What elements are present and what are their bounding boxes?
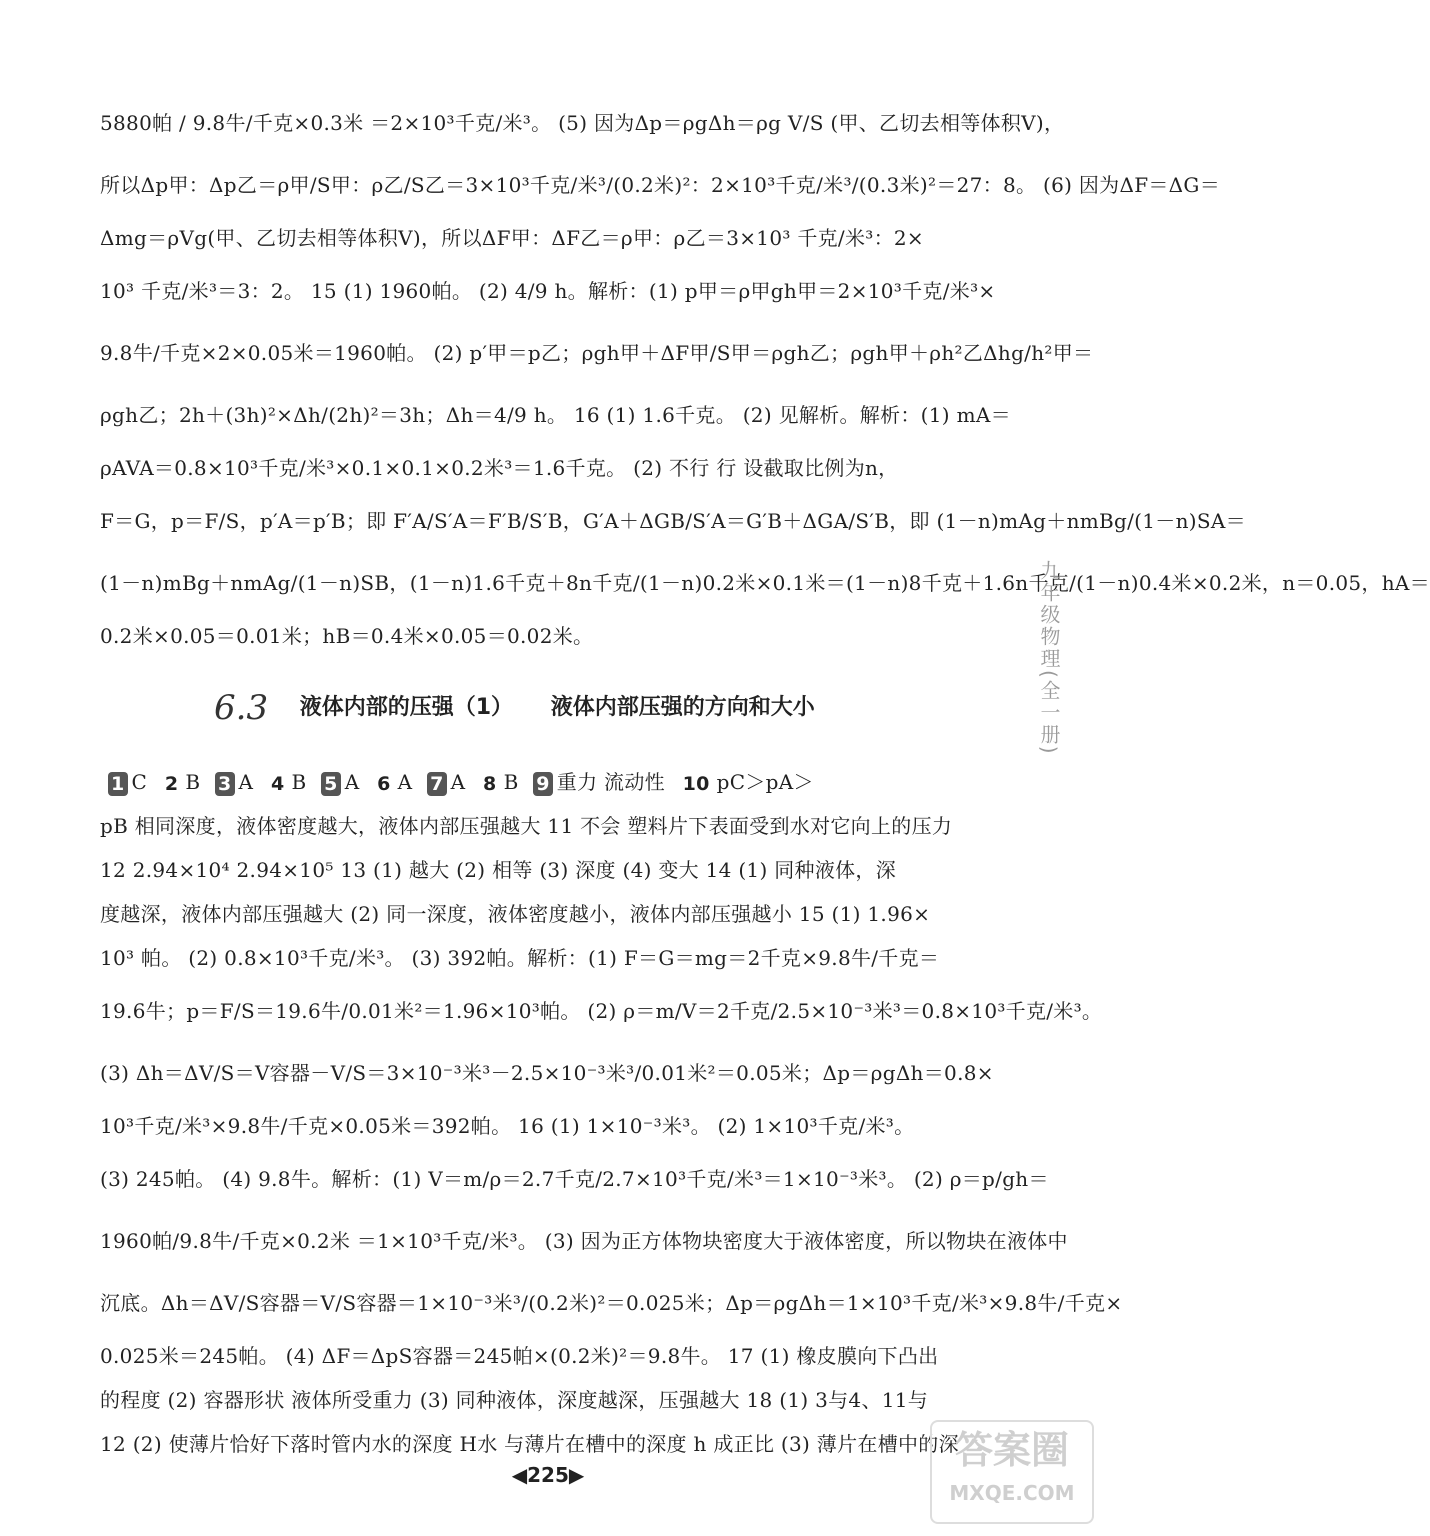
answer: A — [397, 770, 413, 794]
question-number: 8 — [483, 772, 497, 795]
text-line: (3) Δh＝ΔV/S＝V容器－V/S＝3×10⁻³米³－2.5×10⁻³米³/0.01米²＝0.05米；Δp＝ρgΔh＝0.8× — [100, 1061, 994, 1085]
text-line: 19.6牛；p＝F/S＝19.6牛/0.01米²＝1.96×10³帕。 (2) ρ＝m/V＝2千克/2.5×10⁻³米³＝0.8×10³千克/米³。 — [100, 999, 1103, 1023]
question-number: 7 — [427, 772, 447, 796]
question-number: 1 — [108, 772, 128, 796]
question-number: 2 — [164, 772, 179, 795]
left-arrow-icon: ◀ — [511, 1463, 528, 1487]
watermark-logo — [930, 1420, 1094, 1524]
text-line: 0.2米×0.05＝0.01米；hB＝0.4米×0.05＝0.02米。 — [100, 624, 594, 648]
question-number: 4 — [270, 772, 285, 795]
text-line: 沉底。Δh＝ΔV/S容器＝V/S容器＝1×10⁻³米³/(0.2米)²＝0.025米；Δp＝ρgΔh＝1×10³千克/米³×9.8牛/千克× — [100, 1291, 1123, 1315]
text-line: Δmg＝ρVg(甲、乙切去相等体积V)，所以ΔF甲：ΔF乙＝ρ甲：ρ乙＝3×10³ 千克/米³：2× — [100, 226, 924, 250]
question-number: 3 — [215, 772, 235, 796]
page-number-value: 225 — [527, 1463, 569, 1487]
question-number: 6 — [377, 772, 391, 795]
text-line: 10³千克/米³×9.8牛/千克×0.05米＝392帕。 16 (1) 1×10⁻³米³。 (2) 1×10³千克/米³。 — [100, 1114, 915, 1138]
section-title: 液体内部的压强（1） — [299, 695, 514, 720]
text-line: 的程度 (2) 容器形状 液体所受重力 (3) 同种液体，深度越深，压强越大 18 (1) 3与4、11与 — [100, 1388, 929, 1412]
text-line: pB 相同深度，液体密度越大，液体内部压强越大 11 不会 塑料片下表面受到水对它向上的压力 — [100, 814, 953, 838]
text-line: (3) 245帕。 (4) 9.8牛。解析：(1) V＝m/ρ＝2.7千克/2.7×10³千克/米³＝1×10⁻³米³。 (2) ρ＝p/gh＝ — [100, 1167, 1049, 1191]
question-number: 9 — [533, 772, 553, 796]
text-line: 0.025米＝245帕。 (4) ΔF＝ΔpS容器＝245帕×(0.2米)²＝9.8牛。 17 (1) 橡皮膜向下凸出 — [100, 1344, 939, 1368]
text-line: 10³ 千克/米³＝3：2。 15 (1) 1960帕。 (2) 4/9 h。解析：(1) p甲＝ρ甲gh甲＝2×10³千克/米³× — [100, 279, 996, 303]
answer: B — [503, 770, 519, 794]
question-number: 5 — [321, 772, 341, 796]
page-number — [508, 1460, 588, 1490]
watermark-url: MXQE.COM — [949, 1481, 1075, 1505]
text-line: 12 (2) 使薄片恰好下落时管内水的深度 H水 与薄片在槽中的深度 h 成正比 (3) 薄片在槽中的深 — [100, 1432, 959, 1456]
text-line: 5880帕 / 9.8牛/千克×0.3米 ＝2×10³千克/米³。 (5) 因为Δp＝ρgΔh＝ρg V/S (甲、乙切去相等体积V)， — [100, 111, 1065, 135]
question-number: 10 — [682, 772, 710, 795]
answer: A — [450, 770, 466, 794]
answer: pC＞pA＞ — [716, 770, 814, 794]
text-line: 度越深，液体内部压强越大 (2) 同一深度，液体密度越小，液体内部压强越小 15 (1) 1.96× — [100, 902, 931, 926]
text-line: 所以Δp甲：Δp乙＝ρ甲/S甲：ρ乙/S乙＝3×10³千克/米³/(0.2米)²：2×10³千克/米³/(0.3米)²＝27：8。 (6) 因为ΔF＝ΔG＝ — [100, 173, 1220, 197]
answer: A — [238, 770, 254, 794]
text-line: F＝G，p＝F/S，p′A＝p′B；即 F′A/S′A＝F′B/S′B，G′A＋ΔGB/S′A＝G′B＋ΔGA/S′B，即 (1－n)mAg＋nmBg/(1－n)SA＝ — [100, 509, 1246, 533]
answer: B — [291, 770, 307, 794]
answer: 重力 流动性 — [556, 770, 665, 794]
text-line: 1960帕/9.8牛/千克×0.2米 ＝1×10³千克/米³。 (3) 因为正方体物块密度大于液体密度，所以物块在液体中 — [100, 1229, 1068, 1253]
side-book-title: 九年级物理(全一册) — [1037, 560, 1061, 756]
text-line: (1－n)mBg＋nmAg/(1－n)SB，(1－n)1.6千克＋8n千克/(1－n)0.2米×0.1米＝(1－n)8千克＋1.6n千克/(1－n)0.4米×0.2米，n＝0.05，hA＝ — [100, 571, 1430, 595]
text-line: 9.8牛/千克×2×0.05米＝1960帕。 (2) p′甲＝p乙；ρgh甲＋ΔF甲/S甲＝ρgh乙；ρgh甲＋ρh²乙Δhg/h²甲＝ — [100, 341, 1094, 365]
text-line: 10³ 帕。 (2) 0.8×10³千克/米³。 (3) 392帕。解析：(1) F＝G＝mg＝2千克×9.8牛/千克＝ — [100, 946, 940, 970]
answer: B — [185, 770, 201, 794]
section-number: 6.3 — [214, 688, 269, 728]
watermark-main: 答案圈 — [954, 1428, 1069, 1472]
text-line: ρAVA＝0.8×10³千克/米³×0.1×0.1×0.2米³＝1.6千克。 (2) 不行 行 设截取比例为n， — [100, 456, 899, 480]
section-subtitle: 液体内部压强的方向和大小 — [550, 695, 815, 720]
right-arrow-icon: ▶ — [568, 1463, 585, 1487]
text-line: 12 2.94×10⁴ 2.94×10⁵ 13 (1) 越大 (2) 相等 (3) 深度 (4) 变大 14 (1) 同种液体，深 — [100, 858, 897, 882]
answers-row — [100, 760, 980, 804]
section-heading — [214, 683, 914, 733]
text-line: ρgh乙；2h＋(3h)²×Δh/(2h)²＝3h；Δh＝4/9 h。 16 (1) 1.6千克。 (2) 见解析。解析：(1) mA＝ — [100, 403, 1011, 427]
answer: A — [344, 770, 360, 794]
answer: C — [131, 770, 148, 794]
